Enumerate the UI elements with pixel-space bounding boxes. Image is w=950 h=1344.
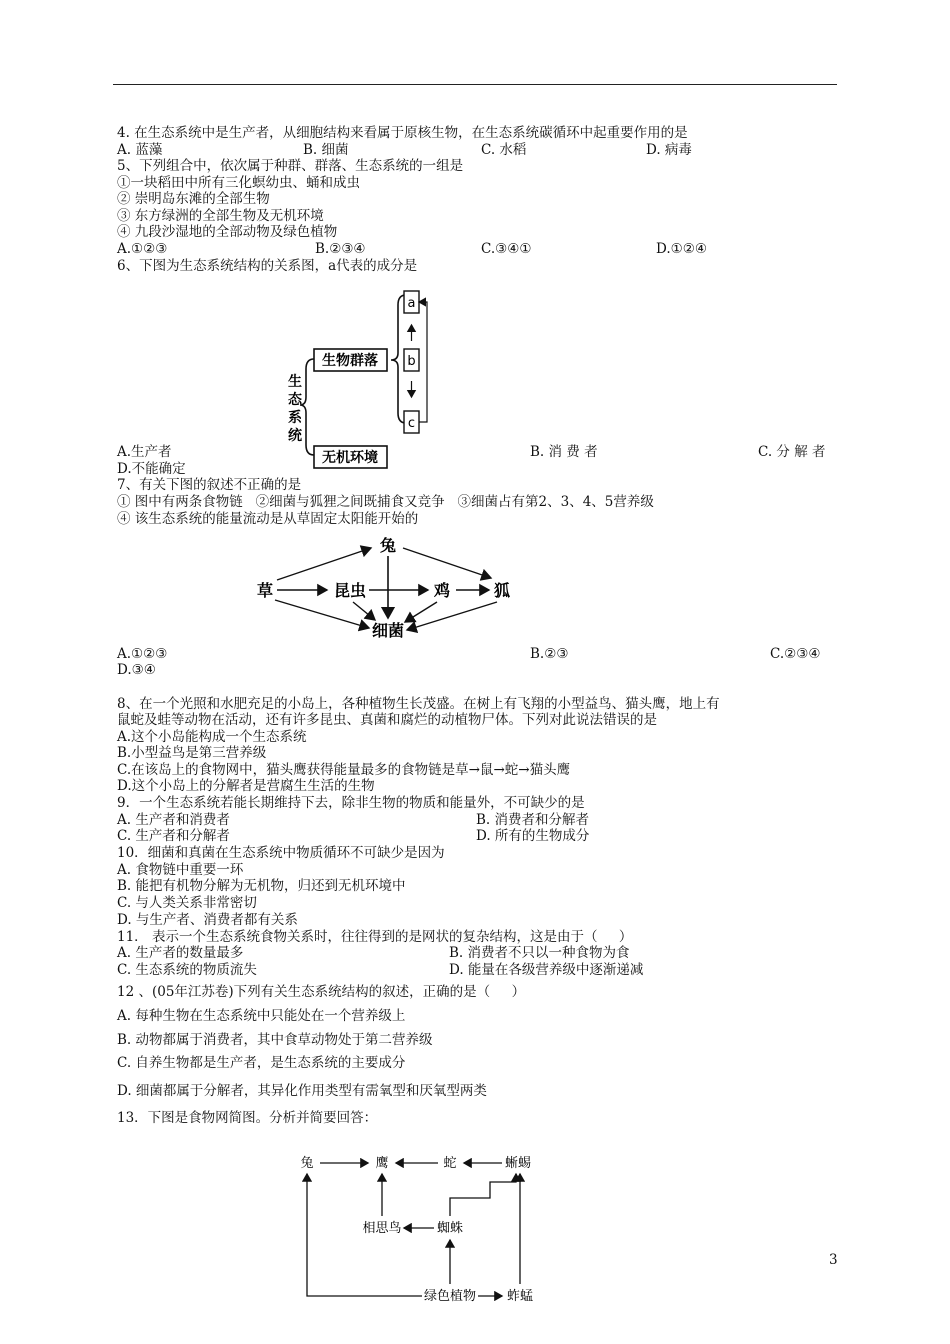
q5-item-3: ③ 东方绿洲的全部生物及无机环境 <box>117 208 324 224</box>
diagram-label-char-3: 系 <box>288 410 302 426</box>
q12-option-c: C. 自养生物都是生产者，是生态系统的主要成分 <box>117 1055 406 1071</box>
q12-stem: 12 、(05年江苏卷)下列有关生态系统结构的叙述，正确的是（ ） <box>117 984 526 1000</box>
q5-item-1: ①一块稻田中所有三化螟幼虫、蛹和成虫 <box>117 175 360 191</box>
q9-option-c: C. 生产者和分解者 <box>117 828 230 844</box>
q10-option-a: A. 食物链中重要一环 <box>117 862 244 878</box>
q6-option-c: C. 分 解 者 <box>758 444 826 460</box>
q5-option-a: A.①②③ <box>117 241 168 257</box>
node-rabbit: 兔 <box>300 1156 314 1171</box>
q6-option-b: B. 消 费 者 <box>530 444 598 460</box>
header-rule <box>113 84 837 85</box>
q7-stem: 7、有关下图的叙述不正确的是 <box>117 477 302 493</box>
q4-option-a: A. 蓝藻 <box>117 142 163 158</box>
node-fox: 狐 <box>493 581 511 600</box>
q7-option-d: D.③④ <box>117 662 156 678</box>
q11-stem: 11． 表示一个生态系统食物关系时，往往得到的是网状的复杂结构，这是由于（ ） <box>117 929 633 945</box>
q9-option-b: B. 消费者和分解者 <box>476 812 590 828</box>
q4-option-c: C. 水稻 <box>481 142 527 158</box>
q5-stem: 5、下列组合中，依次属于种群、群落、生态系统的一组是 <box>117 158 464 174</box>
q7-option-b: B.②③ <box>530 646 569 662</box>
q7-option-a: A.①②③ <box>117 646 168 662</box>
q7-items-line2: ④ 该生态系统的能量流动是从草固定太阳能开始的 <box>117 511 419 527</box>
q8-stem-line2: 鼠蛇及蛙等动物在活动，还有许多昆虫、真菌和腐烂的动植物尸体。下列对此说法错误的是 <box>117 712 657 728</box>
q12-option-a: A. 每种生物在生态系统中只能处在一个营养级上 <box>117 1008 406 1024</box>
q8-option-d: D.这个小岛上的分解者是营腐生生活的生物 <box>117 778 375 794</box>
q6-option-d: D.不能确定 <box>117 461 186 477</box>
q10-option-b: B. 能把有机物分解为无机物，归还到无机环境中 <box>117 878 406 894</box>
q8-option-b: B.小型益鸟是第三营养级 <box>117 745 267 761</box>
page-number: 3 <box>829 1252 838 1268</box>
q6-stem: 6、下图为生态系统结构的关系图，a代表的成分是 <box>117 258 418 274</box>
q11-option-a: A. 生产者的数量最多 <box>117 945 244 961</box>
ecosystem-structure-diagram <box>270 285 450 475</box>
diagram-label-char-4: 统 <box>288 428 302 444</box>
q12-option-b: B. 动物都属于消费者，其中食草动物处于第二营养级 <box>117 1032 433 1048</box>
node-lizard: 蜥蜴 <box>504 1156 532 1171</box>
q4-option-b: B. 细菌 <box>303 142 349 158</box>
diagram-label-char-1: 生 <box>288 374 302 390</box>
q4-stem: 4. 在生态系统中是生产者，从细胞结构来看属于原核生物，在生态系统碳循环中起重要作用的是 <box>117 125 688 141</box>
food-web-diagram-q7 <box>245 532 525 644</box>
q13-stem: 13．下图是食物网简图。分析并简要回答： <box>117 1110 378 1126</box>
q10-stem: 10．细菌和真菌在生态系统中物质循环不可缺少是因为 <box>117 845 445 861</box>
q10-option-c: C. 与人类关系非常密切 <box>117 895 257 911</box>
arrow-c-to-a <box>419 302 427 422</box>
q8-stem-line1: 8、在一个光照和水肥充足的小岛上，各种植物生长茂盛。在树上有飞翔的小型益鸟、猫头鹰，地上有 <box>117 696 720 712</box>
community-label: 生物群落 <box>322 353 378 369</box>
diagram-label-char-2: 态 <box>288 392 302 408</box>
node-bird: 相思鸟 <box>362 1221 402 1236</box>
q7-items-line1: ① 图中有两条食物链 ②细菌与狐狸之间既捕食又竞争 ③细菌占有第2、3、4、5营养级 <box>117 494 654 510</box>
node-spider: 蜘蛛 <box>436 1221 464 1236</box>
q9-stem: 9．一个生态系统若能长期维持下去，除非生物的物质和能量外，不可缺少的是 <box>117 795 585 811</box>
node-chicken: 鸡 <box>433 581 451 600</box>
environment-label: 无机环境 <box>322 450 378 466</box>
q9-option-a: A. 生产者和消费者 <box>117 812 230 828</box>
node-hawk: 鹰 <box>375 1156 389 1171</box>
box-c-label: c <box>407 416 416 431</box>
q11-option-d: D. 能量在各级营养级中逐渐递减 <box>449 962 644 978</box>
q4-option-d: D. 病毒 <box>646 142 692 158</box>
box-b-label: b <box>407 354 416 369</box>
q5-option-c: C.③④① <box>481 241 532 257</box>
node-grass: 草 <box>256 581 274 600</box>
q11-option-c: C. 生态系统的物质流失 <box>117 962 257 978</box>
q12-option-d: D. 细菌都属于分解者，其异化作用类型有需氧型和厌氧型两类 <box>117 1083 487 1099</box>
q5-item-2: ② 崇明岛东滩的全部生物 <box>117 191 270 207</box>
q8-option-a: A.这个小岛能构成一个生态系统 <box>117 729 307 745</box>
node-plant: 绿色植物 <box>423 1289 477 1304</box>
q5-item-4: ④ 九段沙湿地的全部动物及绿色植物 <box>117 224 338 240</box>
q8-option-c: C.在该岛上的食物网中，猫头鹰获得能量最多的食物链是草→鼠→蛇→猫头鹰 <box>117 762 571 778</box>
q5-option-b: B.②③④ <box>315 241 366 257</box>
node-rabbit: 兔 <box>379 536 397 555</box>
box-a-label: a <box>407 296 416 311</box>
food-web-diagram-q13 <box>290 1148 540 1308</box>
node-bacteria: 细菌 <box>371 621 405 640</box>
q7-option-c: C.②③④ <box>770 646 821 662</box>
node-insect: 昆虫 <box>333 581 367 600</box>
q10-option-d: D. 与生产者、消费者都有关系 <box>117 912 298 928</box>
ecosystem-brace <box>300 359 314 455</box>
q5-option-d: D.①②④ <box>656 241 707 257</box>
node-grasshopper: 蚱蜢 <box>506 1289 534 1304</box>
q6-option-a: A.生产者 <box>117 444 172 460</box>
node-snake: 蛇 <box>443 1156 457 1171</box>
q11-option-b: B. 消费者不只以一种食物为食 <box>449 945 630 961</box>
q9-option-d: D. 所有的生物成分 <box>476 828 590 844</box>
